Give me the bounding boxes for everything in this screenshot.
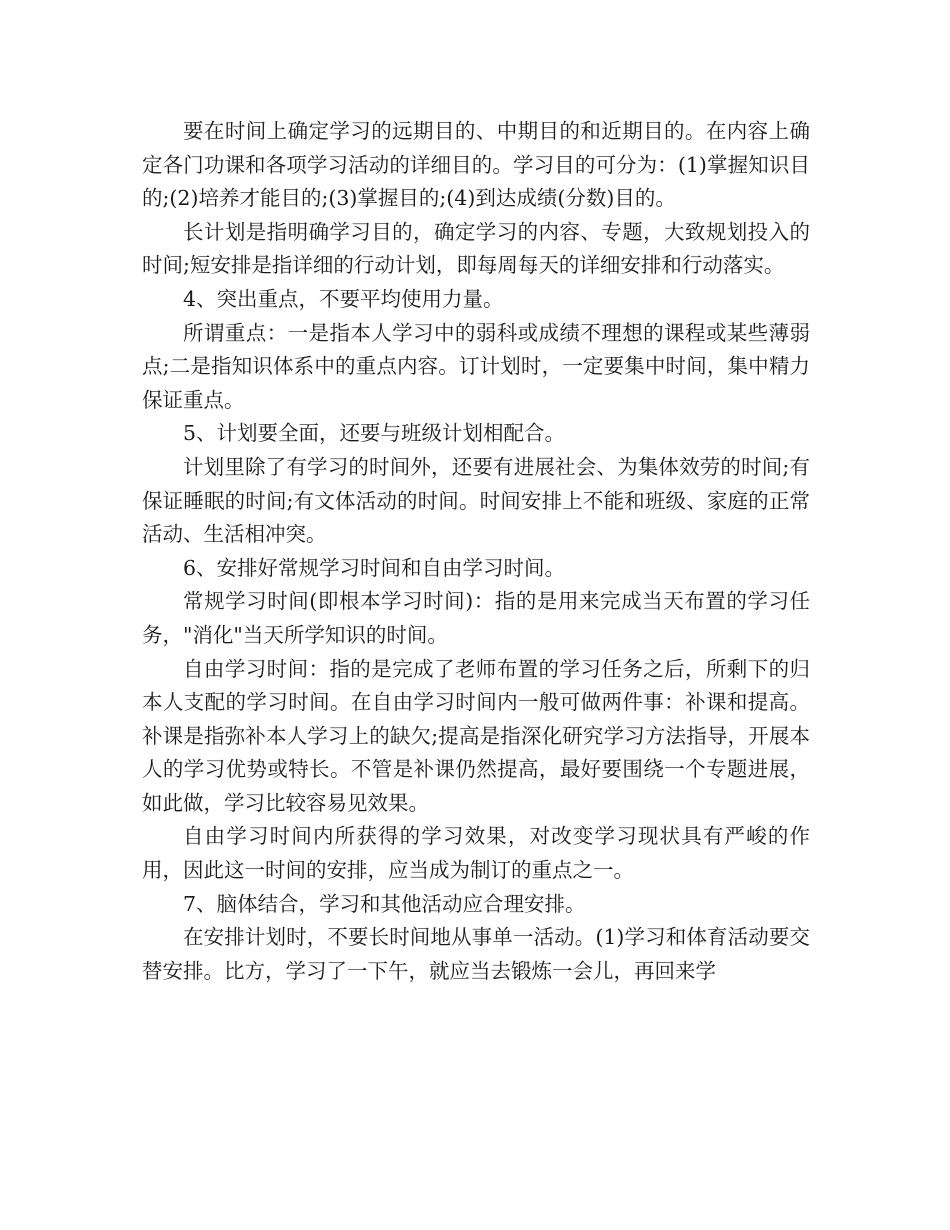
paragraph: 计划里除了有学习的时间外，还要有进展社会、为集体效劳的时间;有保证睡眠的时间;有文体活动的时间。时间安排上不能和班级、家庭的正常活动、生活相冲突。 (142, 454, 810, 547)
paragraph: 长计划是指明确学习目的，确定学习的内容、专题，大致规划投入的时间;短安排是指详细的行动计划，即每周每天的详细安排和行动落实。 (142, 219, 810, 278)
paragraph: 要在时间上确定学习的远期目的、中期目的和近期目的。在内容上确定各门功课和各项学习活动的详细目的。学习目的可分为：(1)掌握知识目的;(2)培养才能目的;(3)掌握目的;(4)到达成绩(分数)目的。 (142, 119, 810, 211)
section-heading: 7、脑体结合，学习和其他活动应合理安排。 (183, 891, 586, 916)
paragraph: 所谓重点：一是指本人学习中的弱科或成绩不理想的课程或某些薄弱点;二是指知识体系中的重点内容。订计划时，一定要集中时间，集中精力保证重点。 (142, 320, 810, 412)
paragraph: 在安排计划时，不要长时间地从事单一活动。(1)学习和体育活动要交替安排。比方，学习了一下午，就应当去锻炼一会儿，再回来学 (142, 925, 810, 983)
paragraph: 自由学习时间：指的是完成了老师布置的学习任务之后，所剩下的归本人支配的学习时间。在自由学习时间内一般可做两件事：补课和提高。补课是指弥补本人学习上的缺欠;提高是指深化研究学习方法指导，开展本人的学习优势或特长。不管是补课仍然提高，最好要围绕一个专题进展，如此做，学习比较容易见效果。 (142, 656, 810, 815)
section-heading: 5、计划要全面，还要与班级计划相配合。 (183, 421, 566, 446)
section-heading: 6、安排好常规学习时间和自由学习时间。 (183, 555, 566, 580)
section-heading: 4、突出重点，不要平均使用力量。 (183, 286, 504, 311)
paragraph: 自由学习时间内所获得的学习效果，对改变学习现状具有严峻的作用，因此这一时间的安排，应当成为制订的重点之一。 (142, 824, 810, 883)
paragraph: 常规学习时间(即根本学习时间)：指的是用来完成当天布置的学习任务，"消化"当天所学知识的时间。 (142, 589, 810, 647)
document-body (142, 115, 810, 988)
